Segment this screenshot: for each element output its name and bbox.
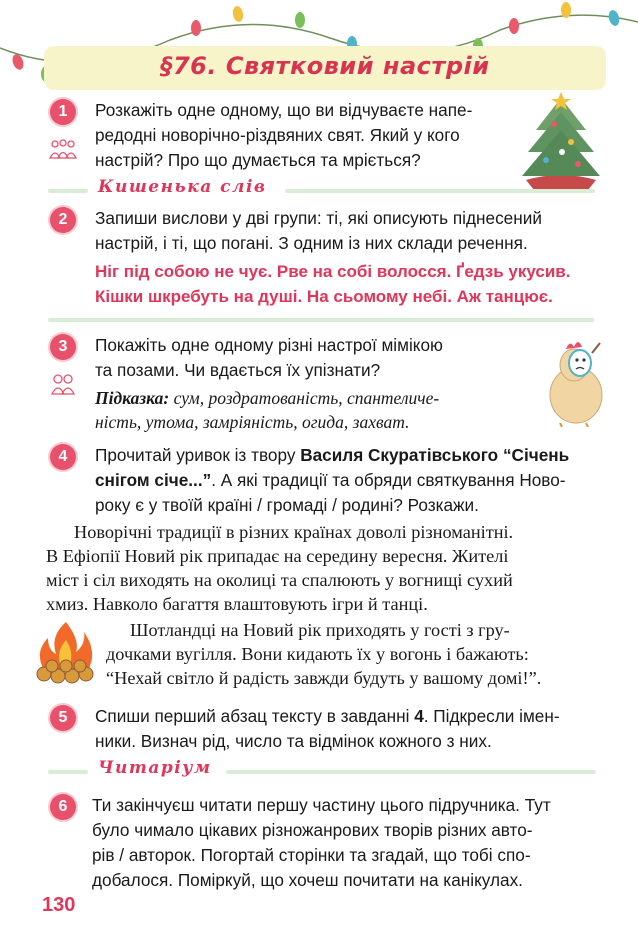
hint-label: Підказка: bbox=[95, 388, 170, 408]
page-title: §76. Святковий настрій bbox=[160, 52, 490, 80]
task-1-line: настрій? Про що думається та мріється? bbox=[95, 150, 421, 170]
page-number: 130 bbox=[42, 894, 76, 916]
pair-work-icon bbox=[50, 372, 76, 396]
phrases-line: Кішки шкребуть на душі. На сьомому небі. Аж танцює. bbox=[95, 287, 553, 306]
task-number-badge: 6 bbox=[50, 794, 76, 820]
task-2-line: настрій, і ті, що погані. З одним із них склади речення. bbox=[95, 233, 528, 253]
reading-line: дочками вугілля. Вони кидають їх у вогонь і бажають: bbox=[106, 644, 529, 664]
hint-block bbox=[95, 386, 525, 434]
task-6-line: рів / авторок. Погортай сторінки та згадай, що тобі спо- bbox=[92, 845, 531, 865]
task-5-text-part: . Підкресли імен- bbox=[423, 706, 560, 726]
task-1-line: Розкажіть одне одному, що ви відчуваєте напе- bbox=[95, 100, 473, 120]
task-3-line: та позами. Чи вдається їх упізнати? bbox=[95, 360, 381, 380]
task-5-text-part: Спиши перший абзац тексту в завданні bbox=[95, 706, 415, 726]
task-number-badge: 1 bbox=[50, 99, 76, 125]
section-heading-reading: Читаріум bbox=[98, 758, 212, 778]
task-1-line: редодні новорічно-різдвяних свят. Який у кого bbox=[95, 125, 460, 145]
task-6-text bbox=[92, 793, 607, 893]
task-number-badge: 4 bbox=[50, 444, 76, 470]
section-separator bbox=[285, 189, 595, 193]
task-4-text-part: Прочитай уривок із твору bbox=[95, 445, 301, 465]
reading-line: Шотландці на Новий рік приходять у гості з гру- bbox=[130, 620, 510, 640]
book-title: снігом січе...” bbox=[95, 470, 212, 490]
task-6-line: добалося. Поміркуй, що хочеш почитати на канікулах. bbox=[92, 870, 523, 890]
group-work-icon bbox=[49, 138, 77, 162]
hint-text: ність, утома, замріяність, огида, захват. bbox=[95, 412, 410, 432]
reading-paragraph-2 bbox=[106, 618, 594, 690]
task-4-line: року є у твоїй країні / громаді / родині? Розкажи. bbox=[95, 495, 479, 515]
task-number-badge: 3 bbox=[50, 334, 76, 360]
reading-line: міст і сіл виходять на околиці та спалюють у вогнищі сухий bbox=[46, 570, 513, 590]
reading-line: “Нехай світло й радість завжди будуть у вашому домі!”. bbox=[106, 668, 542, 688]
reading-line: В Ефіопії Новий рік припадає на середину вересня. Жителі bbox=[46, 546, 509, 566]
book-author-title: Василя Скуратівського “Січень bbox=[300, 445, 570, 465]
task-number-badge: 2 bbox=[50, 207, 76, 233]
hint-text: сум, роздратованість, спантеличе- bbox=[169, 388, 440, 408]
section-separator bbox=[48, 318, 594, 322]
chicken-with-mask-illustration bbox=[540, 335, 610, 427]
section-separator bbox=[226, 770, 596, 774]
section-separator bbox=[48, 189, 88, 193]
task-4-text bbox=[95, 443, 610, 518]
task-3-line: Покажіть одне одному різні настрої мімікою bbox=[95, 335, 443, 355]
phrases-list bbox=[95, 259, 605, 309]
task-3-text bbox=[95, 333, 515, 383]
task-2-text bbox=[95, 206, 605, 256]
task-5-line: ники. Визнач рід, число та відмінок кожного з них. bbox=[95, 731, 492, 751]
task-6-line: Ти закінчуєш читати першу частину цього підручника. Тут bbox=[92, 795, 551, 815]
task-4-text-part: . А які традиції та обряди святкування Ново- bbox=[211, 470, 566, 490]
task-5-text bbox=[95, 704, 610, 754]
christmas-tree-illustration bbox=[516, 90, 606, 194]
reading-paragraph-1 bbox=[46, 520, 594, 616]
task-2-line: Запиши вислови у дві групи: ті, які описують піднесений bbox=[95, 208, 542, 228]
section-heading-pocket: Кишенька слів bbox=[98, 177, 267, 197]
task-6-line: було чимало цікавих різножанрових творів різних авто- bbox=[92, 820, 533, 840]
reading-line: Новорічні традиції в різних країнах доволі різноманітні. bbox=[74, 522, 514, 542]
bonfire-illustration bbox=[30, 618, 102, 690]
section-separator bbox=[48, 770, 88, 774]
task-number-badge: 5 bbox=[50, 705, 76, 731]
task-1-text bbox=[95, 98, 515, 173]
reading-line: хмиз. Навколо багаття влаштовують ігри й танці. bbox=[46, 594, 428, 614]
phrases-line: Ніг під собою не чує. Рве на собі волосся. Ґедзь укусив. bbox=[95, 262, 571, 281]
task-reference-number: 4 bbox=[414, 706, 424, 726]
